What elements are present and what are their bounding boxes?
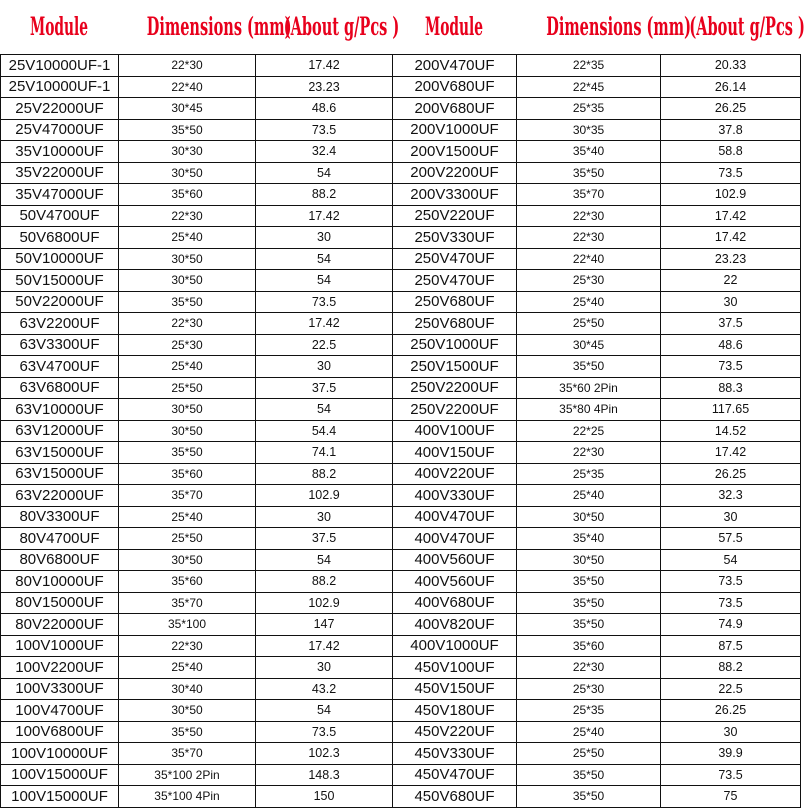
dimensions-cell: 35*100 2Pin: [119, 764, 256, 786]
module-cell: 450V150UF: [393, 678, 517, 700]
dimensions-cell: 22*25: [517, 420, 661, 442]
dimensions-cell: 25*40: [517, 721, 661, 743]
weight-cell: 117.65: [661, 399, 801, 421]
weight-cell: 30: [661, 506, 801, 528]
table-row: [1, 377, 801, 399]
header-weight-left: (About g/Pcs ): [283, 12, 400, 41]
weight-cell: 102.9: [256, 592, 393, 614]
dimensions-cell: 30*50: [119, 420, 256, 442]
module-cell: 80V10000UF: [1, 571, 119, 593]
dimensions-cell: 25*50: [517, 743, 661, 765]
dimensions-cell: 35*60 2Pin: [517, 377, 661, 399]
dimensions-cell: 35*70: [517, 184, 661, 206]
weight-cell: 73.5: [661, 592, 801, 614]
table-row: [1, 205, 801, 227]
weight-cell: 23.23: [661, 248, 801, 270]
module-cell: 80V15000UF: [1, 592, 119, 614]
module-cell: 35V22000UF: [1, 162, 119, 184]
weight-cell: 30: [661, 291, 801, 313]
weight-cell: 73.5: [661, 162, 801, 184]
dimensions-cell: 35*70: [119, 743, 256, 765]
weight-cell: 73.5: [661, 571, 801, 593]
module-cell: 200V1500UF: [393, 141, 517, 163]
dimensions-cell: 30*50: [517, 549, 661, 571]
weight-cell: 26.25: [661, 700, 801, 722]
dimensions-cell: 25*40: [119, 657, 256, 679]
weight-cell: 22.5: [256, 334, 393, 356]
module-cell: 100V4700UF: [1, 700, 119, 722]
module-cell: 80V22000UF: [1, 614, 119, 636]
module-cell: 250V220UF: [393, 205, 517, 227]
table-row: [1, 721, 801, 743]
dimensions-cell: 35*100: [119, 614, 256, 636]
dimensions-cell: 22*30: [517, 227, 661, 249]
weight-cell: 17.42: [661, 227, 801, 249]
weight-cell: 54: [256, 162, 393, 184]
header-dimensions-left: Dimensions (mm): [146, 12, 292, 41]
dimensions-cell: 22*30: [517, 205, 661, 227]
weight-cell: 37.5: [256, 377, 393, 399]
dimensions-cell: 25*40: [119, 356, 256, 378]
weight-cell: 37.8: [661, 119, 801, 141]
weight-cell: 30: [256, 506, 393, 528]
weight-cell: 30: [256, 356, 393, 378]
dimensions-cell: 35*60: [517, 635, 661, 657]
module-cell: 400V560UF: [393, 571, 517, 593]
module-cell: 200V3300UF: [393, 184, 517, 206]
module-cell: 63V2200UF: [1, 313, 119, 335]
weight-cell: 88.2: [256, 571, 393, 593]
table-row: [1, 592, 801, 614]
dimensions-cell: 25*35: [517, 463, 661, 485]
table-row: [1, 356, 801, 378]
dimensions-cell: 35*50: [119, 442, 256, 464]
dimensions-cell: 35*50: [517, 786, 661, 808]
module-cell: 200V1000UF: [393, 119, 517, 141]
module-cell: 63V3300UF: [1, 334, 119, 356]
module-cell: 50V6800UF: [1, 227, 119, 249]
weight-cell: 48.6: [661, 334, 801, 356]
table-row: [1, 399, 801, 421]
dimensions-cell: 25*50: [517, 313, 661, 335]
weight-cell: 17.42: [661, 442, 801, 464]
dimensions-cell: 22*30: [517, 442, 661, 464]
weight-cell: 23.23: [256, 76, 393, 98]
weight-cell: 73.5: [661, 356, 801, 378]
module-cell: 400V470UF: [393, 506, 517, 528]
dimensions-cell: 30*40: [119, 678, 256, 700]
dimensions-cell: 30*45: [119, 98, 256, 120]
dimensions-cell: 22*30: [119, 313, 256, 335]
weight-cell: 17.42: [256, 55, 393, 77]
dimensions-cell: 25*50: [119, 377, 256, 399]
dimensions-cell: 35*70: [119, 485, 256, 507]
module-cell: 200V470UF: [393, 55, 517, 77]
dimensions-cell: 35*40: [517, 141, 661, 163]
module-cell: 100V15000UF: [1, 786, 119, 808]
module-cell: 25V22000UF: [1, 98, 119, 120]
weight-cell: 88.2: [256, 463, 393, 485]
table-row: [1, 141, 801, 163]
dimensions-cell: 25*30: [119, 334, 256, 356]
module-cell: 35V47000UF: [1, 184, 119, 206]
weight-cell: 37.5: [256, 528, 393, 550]
dimensions-cell: 22*30: [119, 635, 256, 657]
weight-cell: 17.42: [256, 205, 393, 227]
table-row: [1, 786, 801, 808]
module-cell: 100V10000UF: [1, 743, 119, 765]
table-row: [1, 313, 801, 335]
module-cell: 50V4700UF: [1, 205, 119, 227]
dimensions-cell: 35*50: [517, 764, 661, 786]
module-cell: 250V470UF: [393, 270, 517, 292]
module-cell: 63V15000UF: [1, 463, 119, 485]
weight-cell: 54: [661, 549, 801, 571]
weight-cell: 26.25: [661, 98, 801, 120]
table-row: [1, 334, 801, 356]
weight-cell: 17.42: [661, 205, 801, 227]
table-row: [1, 485, 801, 507]
module-cell: 250V680UF: [393, 313, 517, 335]
dimensions-cell: 25*30: [517, 678, 661, 700]
weight-cell: 54: [256, 399, 393, 421]
module-cell: 250V1000UF: [393, 334, 517, 356]
module-cell: 100V2200UF: [1, 657, 119, 679]
module-cell: 400V820UF: [393, 614, 517, 636]
module-cell: 450V100UF: [393, 657, 517, 679]
dimensions-cell: 25*40: [517, 485, 661, 507]
table-row: [1, 98, 801, 120]
module-cell: 100V1000UF: [1, 635, 119, 657]
header-dimensions-right: Dimensions (mm): [546, 12, 691, 41]
header-row: [0, 0, 805, 54]
table-row: [1, 420, 801, 442]
table-row: [1, 571, 801, 593]
dimensions-cell: 35*50: [517, 571, 661, 593]
weight-cell: 54: [256, 270, 393, 292]
table-row: [1, 549, 801, 571]
dimensions-cell: 22*40: [517, 248, 661, 270]
table-row: [1, 528, 801, 550]
weight-cell: 87.5: [661, 635, 801, 657]
weight-cell: 20.33: [661, 55, 801, 77]
dimensions-cell: 22*30: [119, 55, 256, 77]
table-row: [1, 635, 801, 657]
weight-cell: 88.2: [256, 184, 393, 206]
dimensions-cell: 35*50: [517, 592, 661, 614]
weight-cell: 54: [256, 549, 393, 571]
weight-cell: 32.4: [256, 141, 393, 163]
weight-cell: 148.3: [256, 764, 393, 786]
header-weight-right: (About g/Pcs ): [689, 12, 805, 41]
module-cell: 250V1500UF: [393, 356, 517, 378]
weight-cell: 39.9: [661, 743, 801, 765]
module-cell: 450V330UF: [393, 743, 517, 765]
weight-cell: 14.52: [661, 420, 801, 442]
dimensions-cell: 35*60: [119, 463, 256, 485]
weight-cell: 37.5: [661, 313, 801, 335]
dimensions-cell: 35*100 4Pin: [119, 786, 256, 808]
table-row: [1, 76, 801, 98]
dimensions-cell: 25*50: [119, 528, 256, 550]
weight-cell: 88.3: [661, 377, 801, 399]
module-cell: 450V180UF: [393, 700, 517, 722]
dimensions-cell: 25*40: [517, 291, 661, 313]
weight-cell: 73.5: [661, 764, 801, 786]
module-cell: 450V470UF: [393, 764, 517, 786]
weight-cell: 147: [256, 614, 393, 636]
dimensions-cell: 35*60: [119, 571, 256, 593]
dimensions-cell: 30*50: [119, 549, 256, 571]
table-row: [1, 291, 801, 313]
module-cell: 100V15000UF: [1, 764, 119, 786]
module-cell: 100V6800UF: [1, 721, 119, 743]
module-cell: 80V3300UF: [1, 506, 119, 528]
capacitor-table: [0, 54, 801, 808]
dimensions-cell: 25*30: [517, 270, 661, 292]
dimensions-cell: 35*60: [119, 184, 256, 206]
dimensions-cell: 30*50: [119, 162, 256, 184]
weight-cell: 54: [256, 700, 393, 722]
module-cell: 200V2200UF: [393, 162, 517, 184]
weight-cell: 32.3: [661, 485, 801, 507]
module-cell: 63V10000UF: [1, 399, 119, 421]
weight-cell: 102.3: [256, 743, 393, 765]
weight-cell: 74.1: [256, 442, 393, 464]
weight-cell: 74.9: [661, 614, 801, 636]
table-row: [1, 162, 801, 184]
module-cell: 50V22000UF: [1, 291, 119, 313]
table-row: [1, 743, 801, 765]
table-row: [1, 764, 801, 786]
module-cell: 400V150UF: [393, 442, 517, 464]
module-cell: 400V560UF: [393, 549, 517, 571]
weight-cell: 26.14: [661, 76, 801, 98]
dimensions-cell: 35*80 4Pin: [517, 399, 661, 421]
module-cell: 200V680UF: [393, 98, 517, 120]
weight-cell: 102.9: [661, 184, 801, 206]
weight-cell: 73.5: [256, 119, 393, 141]
module-cell: 50V15000UF: [1, 270, 119, 292]
weight-cell: 26.25: [661, 463, 801, 485]
module-cell: 63V15000UF: [1, 442, 119, 464]
module-cell: 250V2200UF: [393, 377, 517, 399]
weight-cell: 30: [661, 721, 801, 743]
module-cell: 250V680UF: [393, 291, 517, 313]
dimensions-cell: 35*50: [119, 119, 256, 141]
module-cell: 35V10000UF: [1, 141, 119, 163]
weight-cell: 73.5: [256, 721, 393, 743]
dimensions-cell: 35*40: [517, 528, 661, 550]
module-cell: 250V330UF: [393, 227, 517, 249]
module-cell: 250V2200UF: [393, 399, 517, 421]
module-cell: 400V220UF: [393, 463, 517, 485]
weight-cell: 22.5: [661, 678, 801, 700]
weight-cell: 57.5: [661, 528, 801, 550]
dimensions-cell: 30*45: [517, 334, 661, 356]
dimensions-cell: 25*35: [517, 98, 661, 120]
dimensions-cell: 30*35: [517, 119, 661, 141]
module-cell: 450V220UF: [393, 721, 517, 743]
weight-cell: 75: [661, 786, 801, 808]
weight-cell: 58.8: [661, 141, 801, 163]
dimensions-cell: 22*35: [517, 55, 661, 77]
module-cell: 200V680UF: [393, 76, 517, 98]
module-cell: 25V47000UF: [1, 119, 119, 141]
weight-cell: 17.42: [256, 635, 393, 657]
module-cell: 63V12000UF: [1, 420, 119, 442]
dimensions-cell: 25*35: [517, 700, 661, 722]
weight-cell: 54: [256, 248, 393, 270]
dimensions-cell: 35*50: [119, 291, 256, 313]
table-row: [1, 227, 801, 249]
table-row: [1, 678, 801, 700]
module-cell: 25V10000UF-1: [1, 76, 119, 98]
table-row: [1, 463, 801, 485]
weight-cell: 17.42: [256, 313, 393, 335]
dimensions-cell: 22*45: [517, 76, 661, 98]
dimensions-cell: 35*50: [517, 162, 661, 184]
weight-cell: 54.4: [256, 420, 393, 442]
module-cell: 400V470UF: [393, 528, 517, 550]
weight-cell: 22: [661, 270, 801, 292]
dimensions-cell: 30*50: [119, 399, 256, 421]
dimensions-cell: 22*30: [517, 657, 661, 679]
table-row: [1, 506, 801, 528]
module-cell: 400V1000UF: [393, 635, 517, 657]
table-row: [1, 270, 801, 292]
weight-cell: 73.5: [256, 291, 393, 313]
module-cell: 63V6800UF: [1, 377, 119, 399]
module-cell: 100V3300UF: [1, 678, 119, 700]
dimensions-cell: 25*40: [119, 227, 256, 249]
table-row: [1, 657, 801, 679]
dimensions-cell: 22*40: [119, 76, 256, 98]
table-row: [1, 184, 801, 206]
weight-cell: 30: [256, 227, 393, 249]
dimensions-cell: 30*30: [119, 141, 256, 163]
module-cell: 400V100UF: [393, 420, 517, 442]
module-cell: 400V330UF: [393, 485, 517, 507]
dimensions-cell: 35*50: [517, 614, 661, 636]
weight-cell: 102.9: [256, 485, 393, 507]
dimensions-cell: 30*50: [517, 506, 661, 528]
dimensions-cell: 25*40: [119, 506, 256, 528]
dimensions-cell: 35*70: [119, 592, 256, 614]
weight-cell: 150: [256, 786, 393, 808]
dimensions-cell: 30*50: [119, 700, 256, 722]
table-row: [1, 442, 801, 464]
module-cell: 63V4700UF: [1, 356, 119, 378]
module-cell: 80V6800UF: [1, 549, 119, 571]
dimensions-cell: 30*50: [119, 248, 256, 270]
dimensions-cell: 30*50: [119, 270, 256, 292]
weight-cell: 43.2: [256, 678, 393, 700]
header-module-right: Module: [425, 12, 483, 41]
module-cell: 80V4700UF: [1, 528, 119, 550]
module-cell: 63V22000UF: [1, 485, 119, 507]
weight-cell: 30: [256, 657, 393, 679]
table-row: [1, 614, 801, 636]
module-cell: 400V680UF: [393, 592, 517, 614]
dimensions-cell: 35*50: [119, 721, 256, 743]
dimensions-cell: 22*30: [119, 205, 256, 227]
table-row: [1, 248, 801, 270]
table-row: [1, 119, 801, 141]
module-cell: 25V10000UF-1: [1, 55, 119, 77]
module-cell: 250V470UF: [393, 248, 517, 270]
weight-cell: 48.6: [256, 98, 393, 120]
weight-cell: 88.2: [661, 657, 801, 679]
module-cell: 450V680UF: [393, 786, 517, 808]
module-cell: 50V10000UF: [1, 248, 119, 270]
table-row: [1, 700, 801, 722]
dimensions-cell: 35*50: [517, 356, 661, 378]
header-module-left: Module: [30, 12, 88, 41]
table-row: [1, 55, 801, 77]
